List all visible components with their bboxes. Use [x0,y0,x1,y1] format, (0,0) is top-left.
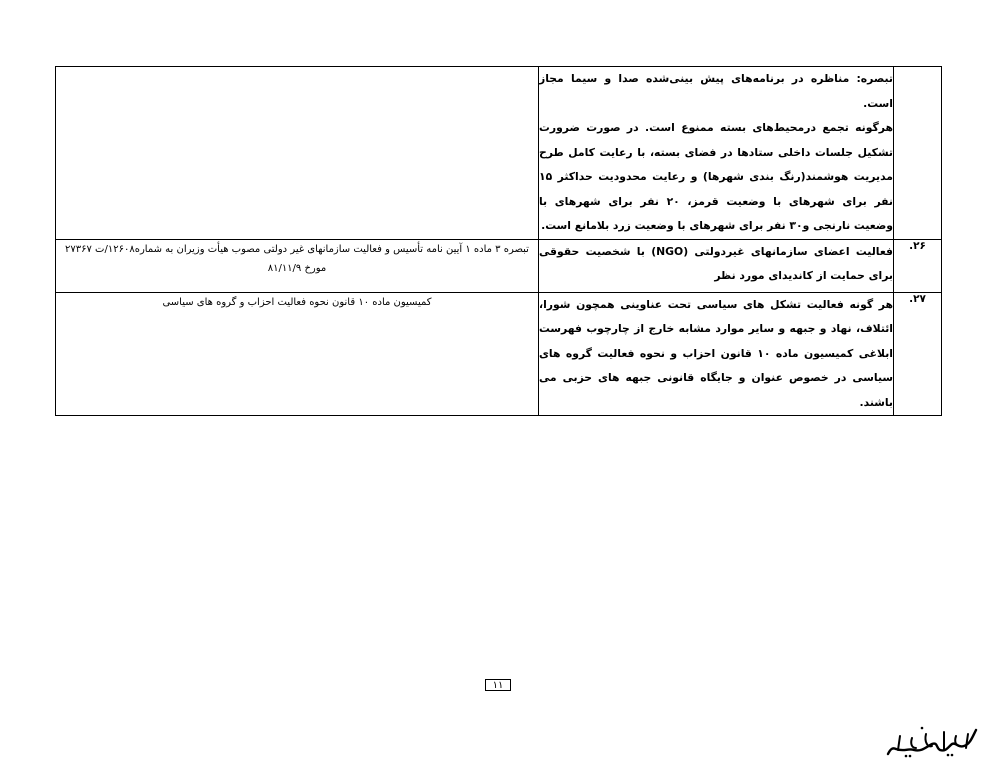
row-number: ۲۶. [894,239,942,292]
row-description [539,239,894,292]
row-reference: کمیسیون ماده ۱۰ قانون نحوه فعالیت احزاب و گروه های سیاسی [56,292,539,416]
row-number: ۲۷. [894,292,942,416]
governorate-logo-icon [886,722,982,760]
regulations-table [55,66,942,416]
row-description: هر گونه فعالیت تشکل های سیاسی تحت عناوینی همچون شورا، ائتلاف، نهاد و جبهه و سایر موارد مشابه خارج از چارچوب فهرست ابلاغی کمیسیون ماده ۱۰ قانون احزاب و نحوه فعالیت گروه های سیاسی در خصوص عنوان و جایگاه قانونی جبهه های حزبی می باشند. [539,292,894,416]
row-number [894,67,942,240]
row-description [539,67,894,240]
description-line: هرگونه تجمع درمحیط‌های بسته ممنوع است. در صورت ضرورت تشکیل جلسات داخلی ستادها در فضای بسته، با رعایت کامل طرح مدیریت هوشمند(رنگ بندی شهرها) و رعایت محدودیت حداکثر ۱۵ نفر برای شهرهای با وضعیت قرمز، ۲۰ نفر برای شهرهای با وضعیت نارنجی و۳۰ نفر برای شهرهای با وضعیت زرد بلامانع است. [539,121,893,232]
description-text-end: ) با شخصیت حقوقی برای حمایت از کاندیدای مورد نظر [539,244,893,282]
ngo-abbreviation: NGO [656,244,684,258]
description-text-start: فعالیت اعضای سازمانهای غیردولتی ( [683,244,893,258]
page-number: ۱۱ [485,679,511,691]
table-row [56,239,942,292]
row-reference: تبصره ۳ ماده ۱ آیین نامه تأسیس و فعالیت سازمانهای غیر دولتی مصوب هیأت وزیران به شماره۱۲۶۰۸/ت ۲۷۳۶۷ مورخ ۸۱/۱۱/۹ [56,239,539,292]
row-reference [56,67,539,240]
description-line: تبصره: مناظره در برنامه‌های پیش بینی‌شده صدا و سیما مجاز است. [539,72,893,110]
table-row [56,67,942,240]
table-row [56,292,942,416]
